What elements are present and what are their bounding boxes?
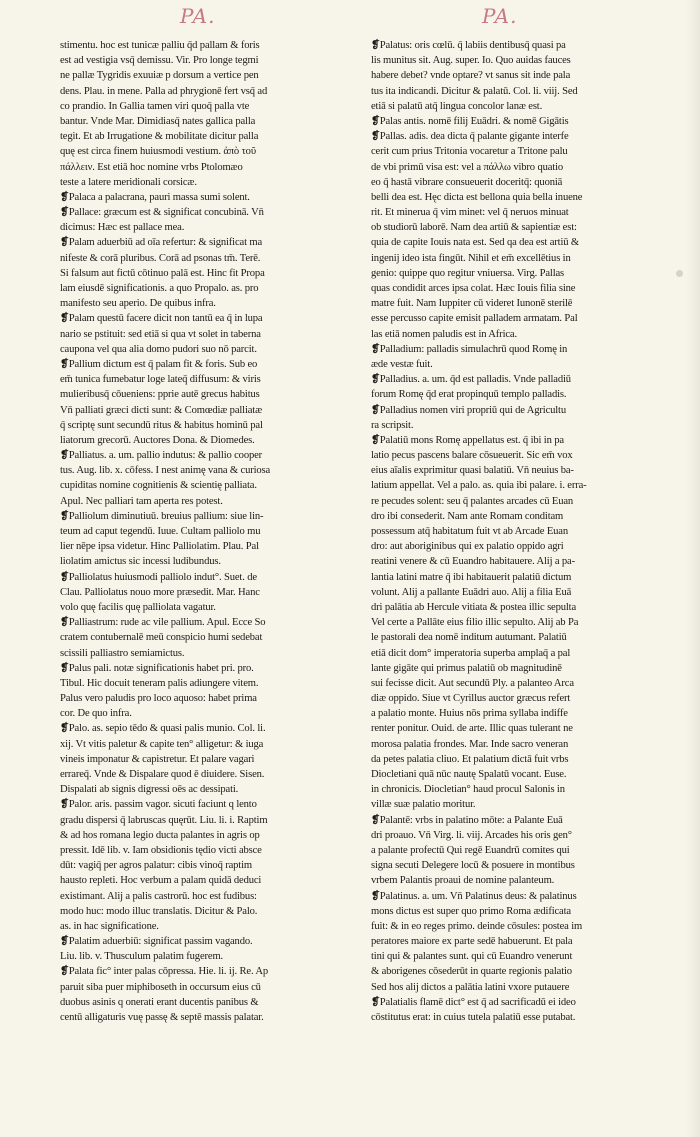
text-line: le pastorali dea nomē inditum autumant. Palatiū: [371, 632, 567, 644]
text-line: dro ibi consederit. Nam ante Romam conditam: [371, 510, 564, 522]
text-line: & aborigenes cōsederūt in quarte regionis palatio: [371, 966, 572, 978]
text-line: cerit cum prius Tritonia vocaretur a Tritone palu: [371, 146, 568, 158]
text-line: as. in hac significatione.: [60, 920, 159, 932]
text-line: æde vestæ fuit.: [371, 358, 433, 370]
text-line: lante gigāte qui primus palatiū ob magnitudinē: [371, 662, 562, 674]
text-line: eius aīalis exprimitur quasi balatiū. Vn̄ neuius ba-: [371, 465, 574, 477]
text-line: diæ oppido. Siue vt Cyrillus auctor græcus refert: [371, 693, 571, 705]
text-line: lantia latini matre q̄ ibi habitauerit palatiū dictum: [371, 571, 572, 583]
text-line: dri proauo. Vn̄ Virg. li. viij. Arcades his oris gen°: [371, 829, 572, 841]
text-line: quia de capite Iouis nata est. Sed qa dea est artiū &: [371, 237, 579, 249]
text-line: ❡Palliatus. a. um. pallio indutus: & pallio cooper: [60, 450, 263, 462]
text-line: stimentu. hoc est tunicæ palliu q̄d pallam & foris: [60, 40, 260, 51]
text-line: cor. De quo infra.: [60, 708, 132, 720]
text-line: ingenij ideo ista fingūt. Nihil et em̄ excellētius in: [371, 252, 571, 264]
text-line: errareq̄. Vnde & Dispalare quod ē diuidere. Sisen.: [60, 769, 265, 780]
text-line: lier nēpe ipsa videtur. Hinc Palliolatim. Plau. Pal: [60, 541, 259, 553]
text-line: dicimus: Hæc est pallace mea.: [60, 222, 185, 234]
text-line: ra scripsit.: [371, 419, 414, 431]
text-line: genio: quippe quo regitur vniuersa. Virg. Pallas: [371, 267, 565, 279]
text-line: belli dea est. Hęc dicta est bellona quia bella inuene: [371, 191, 583, 203]
text-line: modo huc: modo illuc translatis. Dicitur & Palo.: [60, 905, 258, 917]
text-line: a palatio monte. Huius nōs prima syllaba indiffe: [371, 708, 568, 720]
text-line: scissili palliastro semiamictus.: [60, 647, 185, 659]
text-line: ❡Palus pali. notæ significationis habet pri. pro.: [60, 662, 254, 674]
text-line: latio pecus pascens balare cōsueuerit. Sic em̄ vox: [371, 450, 573, 462]
text-line: πάλλειν. Est etiā hoc nomine vrbs Ptolomæo: [60, 161, 243, 173]
text-line: sui fecisse dicit. Aut secundū Ply. a palanteo Arca: [371, 677, 574, 689]
page-edge-shadow: [686, 0, 700, 1137]
text-line: liolatim amictus sic incessi ludibundus.: [60, 556, 221, 568]
text-line: ❡Pallas. adis. dea dicta q̄ palante gigante interfe: [371, 131, 569, 143]
text-line: de vbi primū visa est: vel a πάλλω vibro quatio: [371, 161, 564, 173]
text-line: mons dictus est super quo primo Roma ædificata: [371, 905, 571, 917]
text-line: gradu dispersi q̄ labruscas quęrūt. Liu. li. i. Raptim: [60, 814, 268, 826]
text-line: bantur. Vnde Mar. Dimidiasq̄ nates gallica palla: [60, 115, 256, 127]
text-line: ❡Palatim aduerbiū: significat passim vagando.: [60, 936, 253, 948]
text-line: nario se pstituit: sed etiā si qua vt solet in taberna: [60, 328, 261, 340]
text-line: Vn̄ palliati græci dicti sunt: & Comœdiæ palliatæ: [60, 404, 263, 416]
text-line: Vel certe a Pallāte eius filio illic sepulto. Alij ab Pa: [371, 617, 579, 629]
text-line: tus ita indicandi. Dicitur & palatū. Col. li. viij. Sed: [371, 85, 578, 97]
text-line: caupona vel qua alia domo pudori suo nō parcit.: [60, 343, 257, 355]
text-line: dūt: vagiq̄ per agros palatur: cibis vinoq̄ raptim: [60, 860, 252, 872]
text-line: dens. Plau. in mene. Palla ad phrygionē fert vsq̄ ad: [60, 85, 268, 97]
text-line: em̄ tunica fumebatur loge lateq̄ diffusum: & viris: [60, 374, 261, 386]
text-line: a palante profectū Qui regē Euandrū comites qui: [371, 844, 570, 856]
text-line: ❡Palatus: oris cœlū. q̄ labiis dentibusq̄ quasi pa: [371, 40, 566, 51]
text-line: ❡Palaca a palacrana, pauri massa sumi solent.: [60, 191, 250, 203]
text-line: Palus vero paludis pro loco aquoso: habet prima: [60, 693, 257, 705]
text-line: ❡Palatialis flamē dict° est q̄ ad sacrificadū ei ideo: [371, 996, 576, 1008]
text-line: ❡Palladium: palladis simulachrū quod Romę in: [371, 343, 568, 355]
text-line: matre fuit. Nam Iuppiter cū videret Iunonē sterilē: [371, 298, 573, 310]
text-line: etiā si palatū atq̄ lingua concolor lanæ est.: [371, 100, 543, 112]
text-line: cupiditas nomine cognitienis & scientię palliata.: [60, 480, 257, 492]
text-line: Si falsum aut fictū cōtinuo palā est. Hinc fit Propa: [60, 267, 265, 279]
text-line: villæ suæ palatio moritur.: [371, 799, 476, 811]
text-line: habere debet? vnde optare? vt sanus sit inde pala: [371, 70, 571, 82]
text-line: duobus asinis q onerati erant ducentis panibus &: [60, 996, 259, 1008]
text-line: etiā dicit dom° imperatoria superba amplaq̄ a pal: [371, 647, 571, 659]
text-line: ❡Palatiū mons Romę appellatus est. q̄ ibi in pa: [371, 434, 564, 446]
text-line: ob studiorū laborē. Nam dea artiū & sapientiæ est:: [371, 222, 577, 234]
text-line: ❡Pallium dictum est q̄ palam fit & foris. Sub eo: [60, 358, 258, 370]
text-line: fuit: & in eo reges primo. deinde cōsules: postea im: [371, 920, 583, 932]
text-line: ❡Palatinus. a. um. Vn̄ Palatinus deus: & palatinus: [371, 890, 577, 902]
text-line: teum ad caput tegendū. Iuue. Cultam palliolo mu: [60, 526, 261, 537]
text-line: q̄ scriptę sunt secundū ritus & habitus hominū pal: [60, 419, 263, 431]
text-line: liatorum grecorū. Auctores Dona. & Diomedes.: [60, 434, 255, 446]
text-line: ❡Palliastrum: rude ac vile pallium. Apul. Ecce So: [60, 617, 266, 629]
text-line: Apul. Nec palliari tam aperta res potest.: [60, 495, 223, 507]
text-line: ❡Palor. aris. passim vagor. sicuti faciunt q lento: [60, 799, 257, 811]
text-line: forum Romę q̄d erat propinquū templo palladis.: [371, 389, 567, 401]
text-line: renter ponitur. Ouid. de arte. Illic quas tulerant ne: [371, 723, 573, 735]
text-line: Dispalati ab signis digressi oēs ac dessipati.: [60, 784, 239, 796]
text-line: vineis imponatur & capistretur. Et palare vagari: [60, 753, 255, 765]
text-line: ❡Palliolatus huiusmodi palliolo indut°. Suet. de: [60, 571, 257, 583]
text-line: est ad vestigia vsq̄ demissu. Vir. Pro longe tegmi: [60, 55, 259, 67]
text-line: quas condidit arces ipsa colat. Hæc Iouis filia sine: [371, 283, 576, 294]
text-line: vrbem Palantis proaui de nomine palanteum.: [371, 875, 555, 887]
text-line: teste a latere meridionali corsicæ.: [60, 176, 197, 188]
text-line: cratem contubernalē meū conspicio humi sedebat: [60, 632, 263, 644]
text-line: & ad hos romana legio ducta palantes in agris op: [60, 829, 260, 841]
right-column: [371, 38, 661, 1098]
text-line: signa secuti Delegere locū & posuere in montibus: [371, 860, 575, 872]
text-line: tegit. Et ab Irrugatione & mobilitate dicitur palla: [60, 131, 259, 143]
left-column: [60, 38, 343, 1098]
text-line: in chronicis. Diocletian° haud procul Salonis in: [371, 784, 565, 796]
text-line: dro: aut aboriginibus qui ex palatio oppido agri: [371, 541, 564, 553]
text-line: tini qui & palantes sunt. qui cū Euandro venerunt: [371, 951, 573, 963]
text-line: tus. Aug. lib. x. cōfess. I nest animę vana & curiosa: [60, 465, 271, 477]
text-line: eo q̄ hastā vibrare consueuerit doceritq̄: quoniā: [371, 176, 563, 188]
text-line: possessum atq̄ habitatum fuit vt ab Arcade Euan: [371, 526, 568, 537]
text-line: Liu. lib. v. Thusculum palatim fugerem.: [60, 951, 224, 963]
text-line: lis munitus sit. Aug. super. Io. Quo auidas fauces: [371, 55, 571, 67]
text-line: volo quę facilis quę palliolata vagatur.: [60, 601, 216, 613]
text-line: ❡Palladius nomen viri propriū qui de Agricultu: [371, 404, 566, 416]
text-line: volunt. Alij a pallante Euādri auo. Alij a filia Euā: [371, 586, 572, 598]
text-line: ❡Palladius. a. um. q̄d est palladis. Vnde palladiū: [371, 374, 571, 386]
text-line: pressit. Idē lib. v. Iam obsidionis tędio victi absce: [60, 844, 262, 856]
text-line: cōstitutus erat: in cuius tutela palatiū esse putabat.: [371, 1012, 576, 1023]
text-line: manifesto seu aperio. De quibus infra.: [60, 298, 216, 310]
text-line: peratores maiore ex parte sedē habuerunt. Et pala: [371, 936, 573, 948]
text-line: paruit siba puer miphiboseth in occursum eius cū: [60, 981, 261, 993]
text-line: ne pallæ Tygridis exuuiæ p dorsum a vertice pen: [60, 70, 259, 82]
text-line: nifeste & corā pluribus. Corā ad psonas tm̄. Terē.: [60, 252, 261, 264]
text-line: ❡Palata fic° inter palas cōpressa. Hie. li. ij. Re. Ap: [60, 966, 269, 978]
text-line: dri palātia ab Hercule vitiata & postea illic sepulta: [371, 601, 577, 613]
text-line: co prandio. In Gallia tamen viri quoq̄ palla vte: [60, 100, 250, 112]
text-line: las etiā nomen paludis est in Africa.: [371, 328, 517, 340]
text-line: rit. Et minerua q̄ vim minet: vel q̄ neruos minuat: [371, 207, 569, 219]
running-head-right: PA.: [482, 4, 518, 28]
paper-spot: [676, 270, 683, 277]
text-line: reatini venere & cū Euandro habitauere. Alij a pa-: [371, 556, 575, 568]
text-line: ❡Palas antis. nomē filij Euādri. & nomē Gigātis: [371, 115, 569, 127]
text-line: Diocletiani quā nūc nautę Spalatū vocant. Euse.: [371, 769, 567, 780]
text-line: Sed hos alij dictos a palātia latini vxore putauere: [371, 981, 570, 993]
text-line: Clau. Palliolatus nouo more præsedit. Mar. Hanc: [60, 586, 260, 598]
text-line: ❡Palantē: vrbs in palatino mōte: a Palante Euā: [371, 814, 563, 826]
text-line: morosa palatia frondes. Mar. Inde sacro veneran: [371, 738, 569, 750]
text-line: Tibul. Hic docuit teneram palis adiungere vitem.: [60, 677, 259, 689]
running-head-left: PA.: [180, 4, 216, 28]
text-line: centū alligaturis vuę passę & septē massis palatar.: [60, 1012, 264, 1023]
text-line: hausto repleti. Hoc verbum a palam quidā deduci: [60, 875, 262, 887]
text-line: da petes palatia cliuo. Et palatium dictā fuit vrbs: [371, 753, 569, 765]
text-line: existimant. Alij a palis castrorū. hoc est fudibus:: [60, 890, 257, 902]
text-line: re pecudes solent: seu q̄ palantes arcades cū Euan: [371, 495, 574, 507]
text-line: mulieribusq̄ cōueniens: pprie autē grecus habitus: [60, 389, 260, 401]
text-line: latium appellat. Vel a palo. as. quia ibi palare. i. erra-: [371, 480, 587, 492]
text-line: esse percusso capite emisit palladem armatam. Pal: [371, 313, 578, 325]
text-line: ❡Pallace: græcum est & significat concubinā. Vn̄: [60, 207, 264, 219]
text-line: ❡Palliolum diminutiuū. breuius pallium: siue lin-: [60, 510, 264, 522]
text-line: lam eiusdē significationis. a quo Propalo. as. pro: [60, 283, 259, 294]
text-line: ❡Palam questū facere dicit non tantū ea q̄ in lupa: [60, 313, 263, 325]
text-line: xij. Vt vitis paletur & capite ten° alligetur: & iuga: [60, 738, 264, 750]
text-line: ❡Palo. as. sepio tēdo & quasi palis munio. Col. li.: [60, 723, 266, 735]
text-line: quę est circa finem huiusmodi vestium. ἀπὸ τοῦ: [60, 146, 256, 158]
text-line: ❡Palam aduerbiū ad oīa refertur: & significat ma: [60, 237, 263, 249]
